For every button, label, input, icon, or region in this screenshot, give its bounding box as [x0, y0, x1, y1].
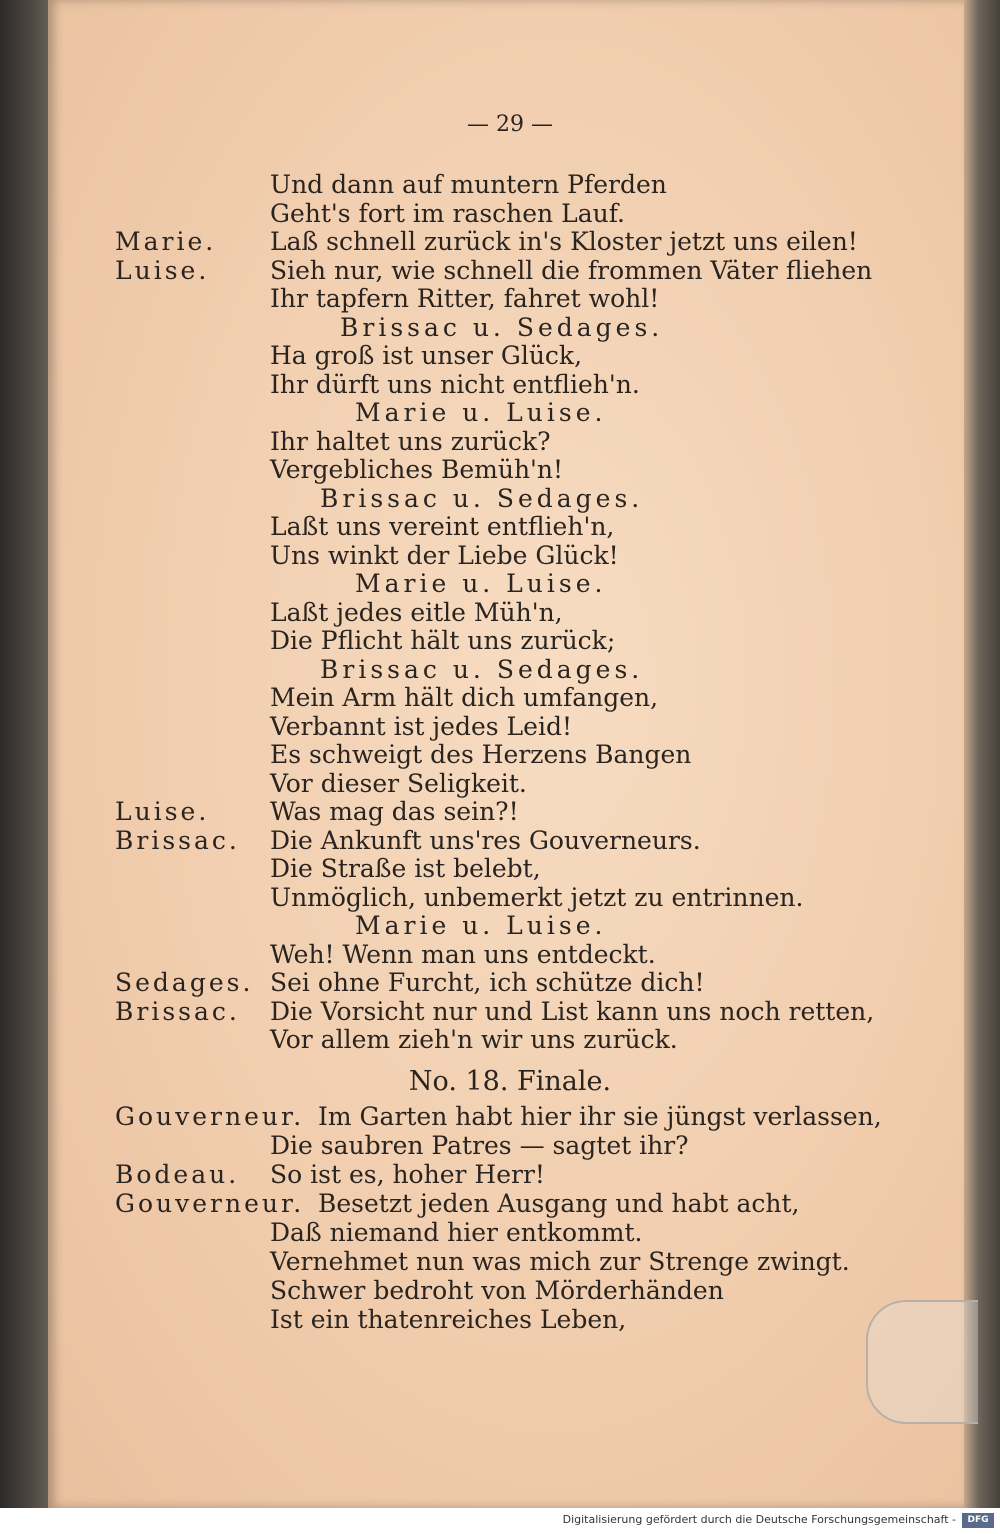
line-text: Daß niemand hier entkommt. — [270, 1218, 643, 1247]
page-number: — 29 — — [467, 112, 553, 137]
line-text: Was mag das sein?! — [270, 797, 519, 826]
line-text: Ihr haltet uns zurück? — [270, 426, 551, 456]
line-text: Und dann auf muntern Pferden — [270, 170, 667, 199]
line-text: Verbannt ist jedes Leid! — [270, 711, 572, 741]
line-text: Die Straße ist belebt, — [270, 854, 541, 883]
line-text: Die Vorsicht nur und List kann uns noch retten, — [270, 996, 875, 1026]
speaker-name: Gouverneur. — [115, 1102, 305, 1131]
speaker-name: Marie. — [115, 227, 217, 256]
line-text: Mein Arm hält dich umfangen, — [270, 683, 659, 712]
line-text: Im Garten habt hier ihr sie jüngst verlassen, — [318, 1102, 882, 1131]
page-edge — [964, 0, 1000, 1508]
line-text: Ihr dürft uns nicht entflieh'n. — [270, 369, 640, 399]
line-text: Brissac u. Sedages. — [320, 654, 644, 684]
section-title: No. 18. Finale. — [408, 1066, 612, 1097]
line-text: Weh! Wenn man uns entdeckt. — [270, 939, 656, 969]
line-text: Marie u. Luise. — [355, 911, 607, 940]
line-text: Vernehmet nun was mich zur Strenge zwingt. — [270, 1247, 850, 1276]
line-text: So ist es, hoher Herr! — [270, 1160, 545, 1189]
line-text: Geht's fort im raschen Lauf. — [270, 198, 626, 228]
speaker-name: Brissac. — [115, 996, 240, 1026]
line-text: Ihr tapfern Ritter, fahret wohl! — [270, 284, 660, 313]
line-text: Die Pflicht hält uns zurück; — [270, 626, 616, 655]
speaker-name: Luise. — [115, 797, 210, 826]
line-text: Sei ohne Furcht, ich schütze dich! — [270, 968, 705, 997]
line-text: Schwer bedroht von Mörderhänden — [270, 1276, 724, 1305]
line-text: Marie u. Luise. — [355, 398, 607, 427]
speaker-name: Brissac. — [115, 825, 240, 855]
line-text: Laßt jedes eitle Müh'n, — [270, 597, 563, 627]
line-text: Die Ankunft uns'res Gouverneurs. — [270, 825, 701, 855]
line-text: Die saubren Patres — sagtet ihr? — [270, 1131, 689, 1160]
line-text: Brissac u. Sedages. — [340, 312, 664, 342]
speaker-name: Sedages. — [115, 968, 254, 997]
line-text: Vor dieser Seligkeit. — [270, 768, 527, 798]
line-text: Vergebliches Bemüh'n! — [270, 455, 564, 484]
line-text: Es schweigt des Herzens Bangen — [270, 740, 692, 769]
line-text: Ist ein thatenreiches Leben, — [270, 1305, 627, 1334]
line-text: Laßt uns vereint entflieh'n, — [270, 512, 615, 541]
line-text: Brissac u. Sedages. — [320, 483, 644, 513]
line-text: Unmöglich, unbemerkt jetzt zu entrinnen. — [270, 882, 804, 912]
speaker-name: Luise. — [115, 255, 210, 285]
line-text: Sieh nur, wie schnell die frommen Väter fliehen — [270, 255, 873, 285]
line-text: Laß schnell zurück in's Kloster jetzt uns eilen! — [270, 227, 858, 256]
dfg-logo: DFG — [962, 1513, 994, 1528]
footer-credit: Digitalisierung gefördert durch die Deutsche Forschungsgemeinschaft - — [562, 1513, 956, 1526]
book-spine — [0, 0, 52, 1534]
line-text: Besetzt jeden Ausgang und habt acht, — [318, 1189, 800, 1218]
line-text: Uns winkt der Liebe Glück! — [270, 540, 619, 570]
line-text: Ha groß ist unser Glück, — [270, 341, 583, 370]
speaker-name: Gouverneur. — [115, 1189, 305, 1218]
line-text: Marie u. Luise. — [355, 569, 607, 598]
page-clip — [866, 1300, 978, 1424]
line-text: Vor allem zieh'n wir uns zurück. — [270, 1025, 678, 1054]
speaker-name: Bodeau. — [115, 1160, 240, 1189]
footer-bar — [0, 1508, 1000, 1534]
